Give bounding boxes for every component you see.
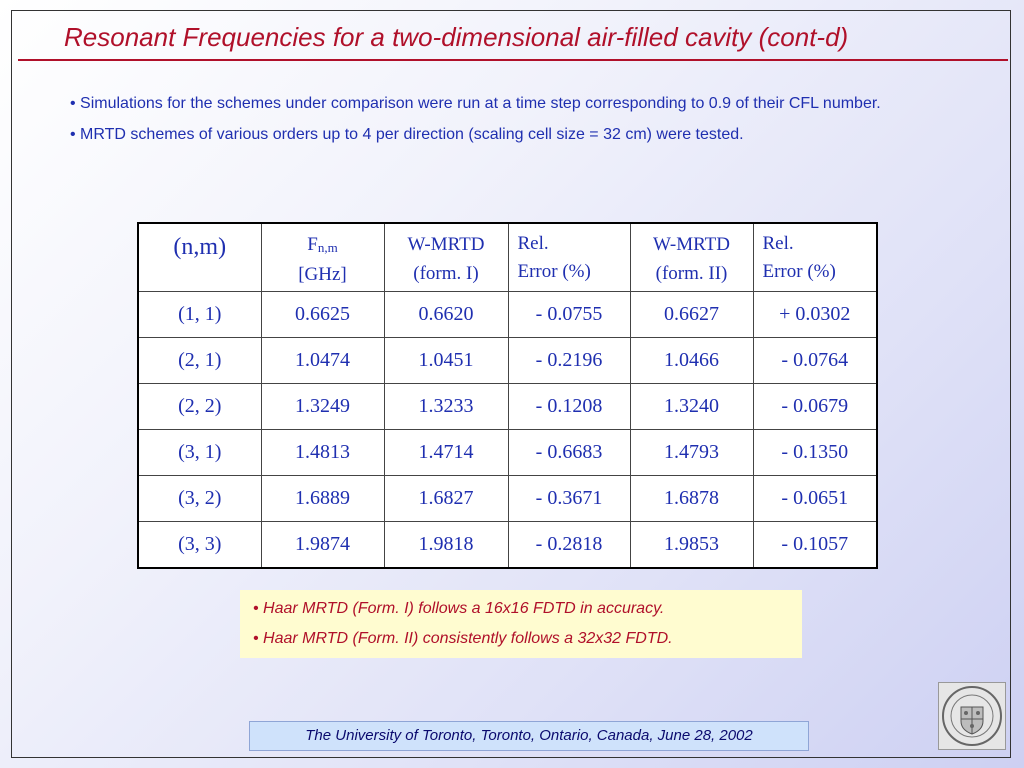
cell-error2: - 0.0651 [753,475,877,521]
cell-wmrtd2: 1.3240 [630,383,753,429]
bullet-item: • Simulations for the schemes under comparison were run at a time step corresponding to 0.9 of their CFL number. [70,95,881,112]
cell-frequency: 0.6625 [261,291,384,337]
cell-wmrtd1: 1.6827 [384,475,508,521]
cell-error2: - 0.0764 [753,337,877,383]
cell-error2: - 0.1350 [753,429,877,475]
cell-frequency: 1.9874 [261,521,384,568]
cell-wmrtd1: 1.4714 [384,429,508,475]
conclusion-item: • Haar MRTD (Form. II) consistently follows a 32x32 FDTD. [253,630,673,647]
cell-wmrtd1: 0.6620 [384,291,508,337]
cell-wmrtd2: 1.6878 [630,475,753,521]
table-row [138,521,877,568]
cell-mode: (3, 3) [138,521,261,568]
cell-mode: (2, 1) [138,337,261,383]
cell-error1: - 0.3671 [508,475,630,521]
conclusion-item: • Haar MRTD (Form. I) follows a 16x16 FDTD in accuracy. [253,600,665,617]
cell-mode: (1, 1) [138,291,261,337]
bullet-item: • MRTD schemes of various orders up to 4 per direction (scaling cell size = 32 cm) were tested. [70,126,744,143]
header-frequency: $F_{n,m}$ [GHz] [261,223,384,291]
cell-wmrtd1: 1.0451 [384,337,508,383]
slide-title: Resonant Frequencies for a two-dimensional air-filled cavity (cont-d) [64,22,849,52]
cell-wmrtd2: 1.4793 [630,429,753,475]
cell-wmrtd2: 0.6627 [630,291,753,337]
cell-wmrtd2: 1.0466 [630,337,753,383]
cell-wmrtd1: 1.9818 [384,521,508,568]
cell-error2: + 0.0302 [753,291,877,337]
cell-mode: (3, 1) [138,429,261,475]
cell-error2: - 0.1057 [753,521,877,568]
table-row [138,383,877,429]
cell-frequency: 1.4813 [261,429,384,475]
footer-banner: The University of Toronto, Toronto, Ontario, Canada, June 28, 2002 [249,721,809,751]
cell-error1: - 0.6683 [508,429,630,475]
table-row [138,429,877,475]
cell-frequency: 1.6889 [261,475,384,521]
header-rel-error-2: Rel. Error (%) [753,223,877,291]
header-rel-error-1: Rel. Error (%) [508,223,630,291]
header-wmrtd-form1: W-MRTD (form. I) [384,223,508,291]
table-row [138,291,877,337]
cell-error1: - 0.0755 [508,291,630,337]
cell-mode: (3, 2) [138,475,261,521]
cell-wmrtd1: 1.3233 [384,383,508,429]
table-row [138,475,877,521]
university-seal-icon [938,682,1006,750]
bullet-list [70,93,940,155]
cell-error1: - 0.2196 [508,337,630,383]
cell-wmrtd2: 1.9853 [630,521,753,568]
table-header-row [138,223,877,291]
header-nm: (n,m) [138,223,261,291]
cell-error1: - 0.2818 [508,521,630,568]
cell-frequency: 1.3249 [261,383,384,429]
cell-error2: - 0.0679 [753,383,877,429]
conclusion-box [240,590,802,658]
title-divider [18,59,1008,61]
results-table [137,222,878,569]
cell-frequency: 1.0474 [261,337,384,383]
table-row [138,337,877,383]
cell-error1: - 0.1208 [508,383,630,429]
header-wmrtd-form2: W-MRTD (form. II) [630,223,753,291]
cell-mode: (2, 2) [138,383,261,429]
